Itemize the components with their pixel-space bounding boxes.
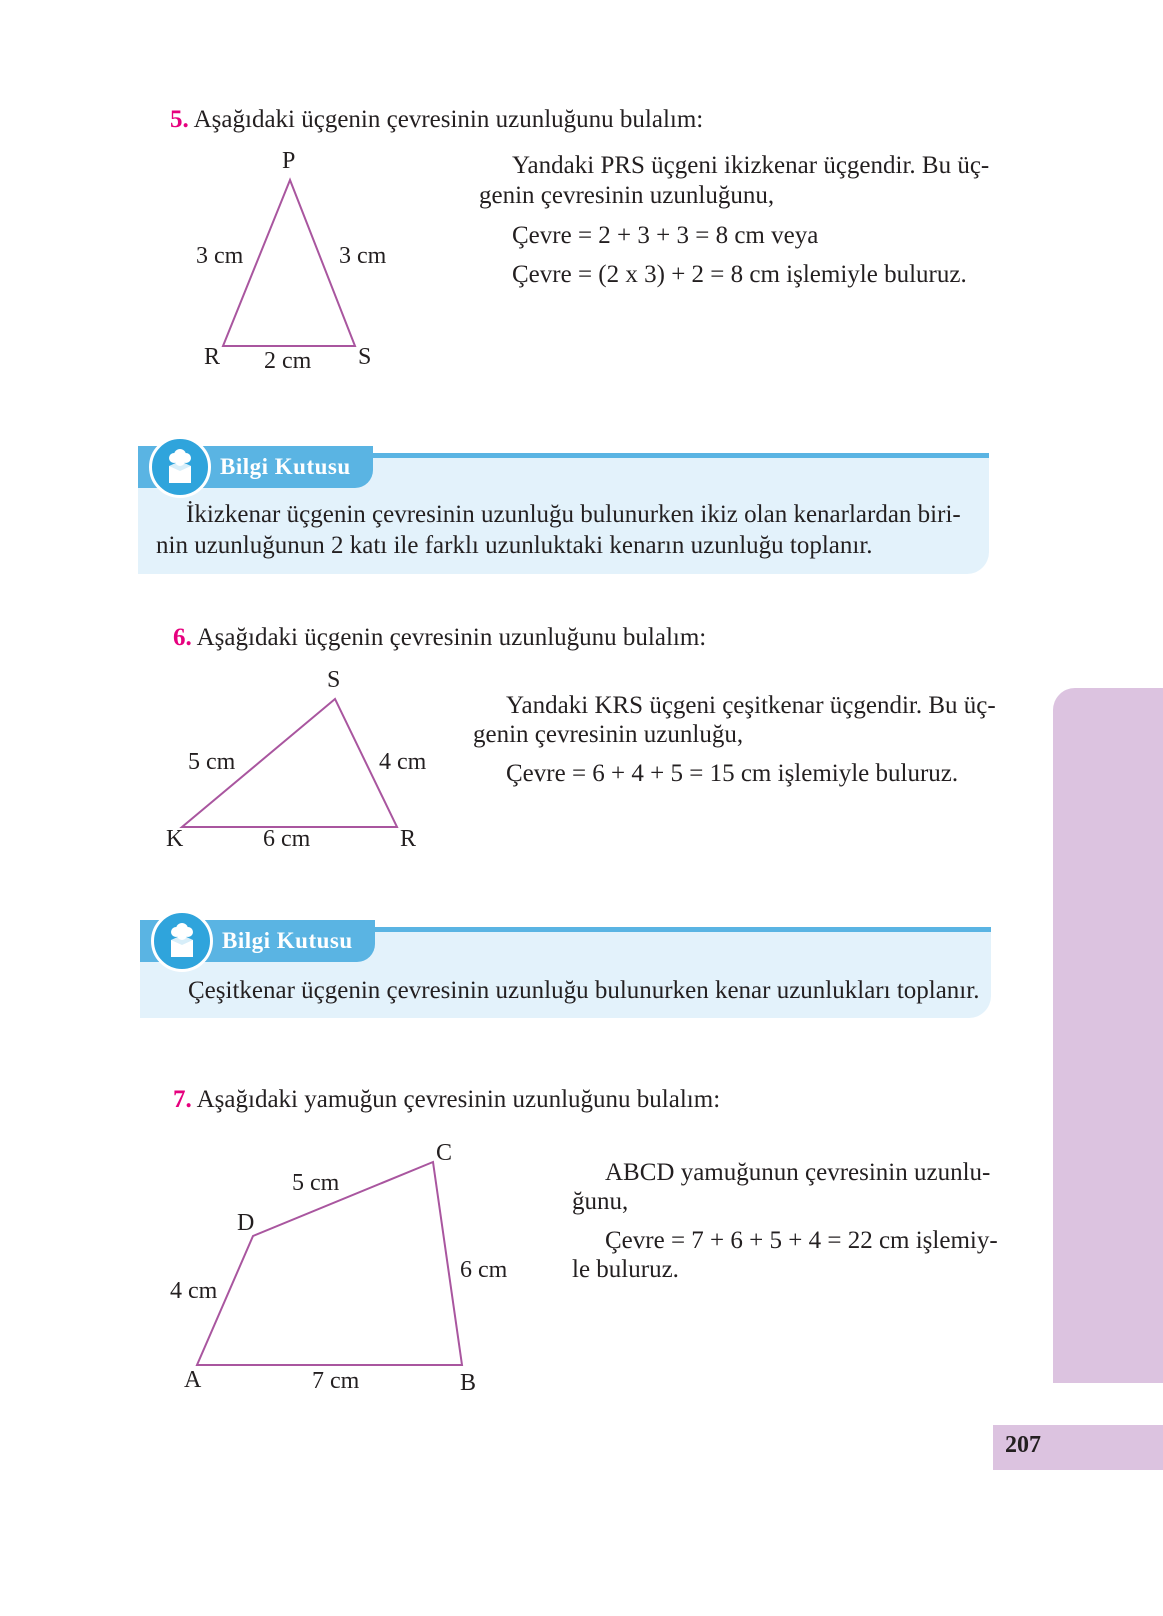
- text-line: genin çevresinin uzunluğunu,: [479, 182, 775, 209]
- vertex-label: B: [460, 1370, 477, 1396]
- vertex-label: R: [400, 826, 417, 852]
- question-text: Aşağıdaki üçgenin çevresinin uzunluğunu bulalım:: [193, 106, 704, 133]
- vertex-label: D: [237, 1210, 255, 1236]
- vertex-label: A: [184, 1367, 202, 1393]
- vertex-label: K: [166, 826, 184, 852]
- chapter-side-tab: [1053, 688, 1163, 1383]
- question-7-explanation: [572, 1157, 1002, 1285]
- question-6-explanation: [473, 690, 1003, 789]
- text-line: nin uzunluğunun 2 katı ile farklı uzunluktaki kenarın uzunluğu toplanır.: [156, 532, 873, 559]
- page-number: 207: [1005, 1432, 1041, 1458]
- text-line: İkizkenar üçgenin çevresinin uzunluğu bulunurken ikiz olan kenarlardan biri-: [186, 501, 961, 528]
- question-number: 6.: [173, 624, 192, 651]
- side-label: 3 cm: [339, 243, 387, 269]
- text-line: Yandaki PRS üçgeni ikizkenar üçgendir. Bu üç-: [512, 152, 990, 179]
- brain-box-icon: [151, 910, 213, 972]
- side-label: 6 cm: [460, 1257, 508, 1283]
- side-label: 6 cm: [263, 826, 311, 852]
- info-box-title: Bilgi Kutusu: [222, 928, 353, 953]
- info-box-title: Bilgi Kutusu: [220, 454, 351, 479]
- vertex-label: R: [204, 344, 221, 370]
- side-label: 2 cm: [264, 348, 312, 374]
- question-text: Aşağıdaki yamuğun çevresinin uzunluğunu bulalım:: [196, 1086, 721, 1113]
- question-text: Aşağıdaki üçgenin çevresinin uzunluğunu bulalım:: [196, 624, 707, 651]
- text-line: genin çevresinin uzunluğu,: [473, 721, 744, 748]
- vertex-label: S: [327, 667, 341, 693]
- text-line: Yandaki KRS üçgeni çeşitkenar üçgendir. Bu üç-: [506, 692, 996, 719]
- vertex-label: S: [358, 344, 372, 370]
- text-line: le buluruz.: [572, 1256, 679, 1283]
- formula-line: Çevre = (2 x 3) + 2 = 8 cm işlemiyle buluruz.: [512, 261, 967, 288]
- side-label: 3 cm: [196, 243, 244, 269]
- formula-line: Çevre = 7 + 6 + 5 + 4 = 22 cm işlemiy-: [605, 1227, 998, 1254]
- question-7-title: [173, 1086, 720, 1114]
- info-box-text: [188, 975, 988, 1006]
- question-number: 7.: [173, 1086, 192, 1113]
- formula-line: Çevre = 6 + 4 + 5 = 15 cm işlemiyle buluruz.: [506, 760, 959, 787]
- info-box-text: [156, 499, 986, 561]
- side-label: 4 cm: [170, 1278, 218, 1304]
- question-6-title: [173, 624, 706, 652]
- text-line: ğunu,: [572, 1188, 629, 1215]
- question-number: 5.: [170, 106, 189, 133]
- formula-line: Çevre = 2 + 3 + 3 = 8 cm veya: [512, 222, 819, 249]
- question-5-explanation: [479, 150, 999, 290]
- vertex-label: P: [282, 148, 296, 174]
- vertex-label: C: [436, 1140, 453, 1166]
- side-label: 5 cm: [188, 749, 236, 775]
- side-label: 4 cm: [379, 749, 427, 775]
- side-label: 7 cm: [312, 1368, 360, 1394]
- text-line: ABCD yamuğunun çevresinin uzunlu-: [605, 1159, 991, 1186]
- side-label: 5 cm: [292, 1170, 340, 1196]
- brain-box-icon: [149, 436, 211, 498]
- text-line: Çeşitkenar üçgenin çevresinin uzunluğu bulunurken kenar uzunlukları toplanır.: [188, 977, 980, 1004]
